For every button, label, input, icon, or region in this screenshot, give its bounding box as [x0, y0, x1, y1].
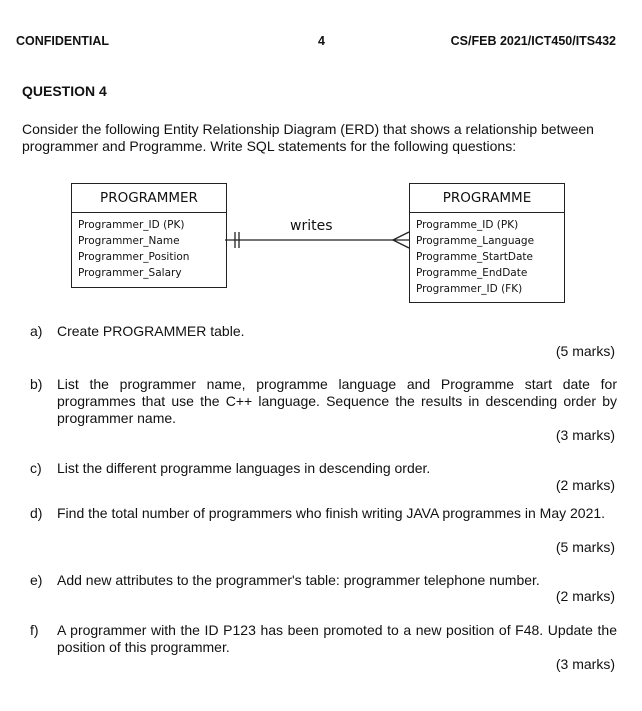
entity-programmer-name: PROGRAMMER — [72, 184, 226, 213]
entity-attribute: Programmer_Name — [78, 235, 180, 247]
question-text-c: List the different programme languages in descending order. — [57, 460, 431, 476]
relationship-label: writes — [290, 218, 333, 234]
question-text-a: Create PROGRAMMER table. — [57, 323, 245, 339]
marks-d: (5 marks) — [555, 539, 615, 555]
entity-attribute: Programmer_Salary — [78, 267, 182, 279]
question-text-b: List the programmer name, programme language and Programme start date for programmes that use the C++ language. Sequence the results in descending order by programmer name. — [57, 376, 617, 426]
question-text-e: Add new attributes to the programmer's table: programmer telephone number. — [57, 572, 540, 588]
question-label-f: f) — [30, 622, 39, 638]
entity-programme-name: PROGRAMME — [410, 184, 564, 213]
question-label-c: c) — [30, 460, 42, 476]
header-course-code: CS/FEB 2021/ICT450/ITS432 — [450, 34, 616, 48]
entity-attribute: Programme_Language — [416, 235, 535, 247]
entity-attribute: Programmer_ID (PK) — [78, 219, 185, 231]
marks-e: (2 marks) — [555, 588, 615, 604]
marks-f: (3 marks) — [555, 656, 615, 672]
question-text-f: A programmer with the ID P123 has been promoted to a new position of F48. Update the position of this programmer. — [57, 622, 617, 655]
entity-attribute: Programmer_Position — [78, 251, 190, 263]
question-intro: Consider the following Entity Relationship Diagram (ERD) that shows a relationship between programmer and Programme. Write SQL statements for the following questions: — [22, 121, 594, 154]
question-title: QUESTION 4 — [22, 83, 107, 99]
entity-attribute: Programme_EndDate — [416, 267, 528, 279]
entity-programme — [409, 183, 565, 303]
marks-c: (2 marks) — [555, 477, 615, 493]
entity-attribute: Programme_ID (PK) — [416, 219, 519, 231]
question-label-a: a) — [30, 323, 43, 339]
header-confidential: CONFIDENTIAL — [16, 34, 110, 48]
entity-programmer — [71, 183, 227, 288]
question-text-d: Find the total number of programmers who finish writing JAVA programmes in May 2021. — [57, 505, 606, 521]
page-number: 4 — [318, 34, 325, 48]
question-label-d: d) — [30, 505, 43, 521]
question-label-b: b) — [30, 376, 43, 392]
entity-attribute: Programme_StartDate — [416, 251, 533, 263]
question-label-e: e) — [30, 572, 43, 588]
entity-attribute: Programmer_ID (FK) — [416, 283, 523, 295]
marks-a: (5 marks) — [555, 343, 615, 359]
marks-b: (3 marks) — [555, 427, 615, 443]
